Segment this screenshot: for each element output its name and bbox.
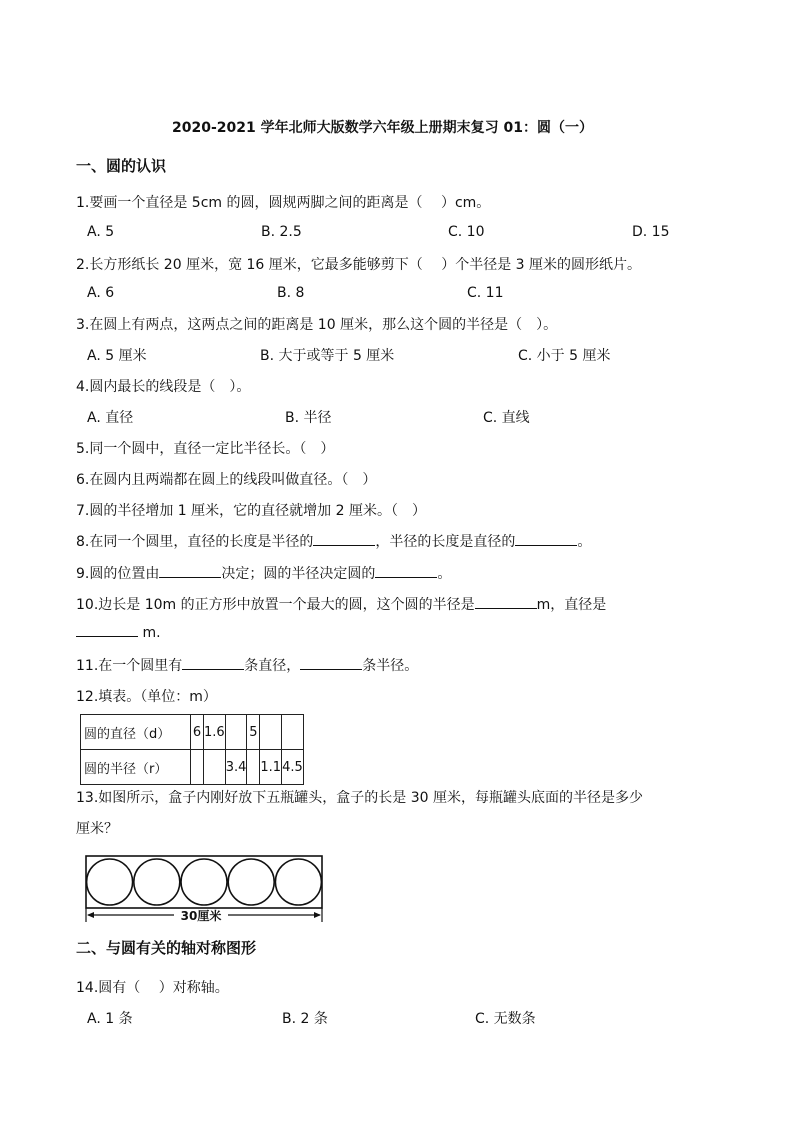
q4-option-c: C. 直线 xyxy=(483,410,530,426)
q10-text-2: m，直径是 xyxy=(536,597,607,613)
q3-option-b: B. 大于或等于 5 厘米 xyxy=(260,348,395,364)
question-5: 5.同一个圆中，直径一定比半径长。（ ） xyxy=(76,441,335,457)
question-6: 6.在圆内且两端都在圆上的线段叫做直径。（ ） xyxy=(76,472,377,488)
q9-text-3: 。 xyxy=(437,566,452,582)
q3-option-a: A. 5 厘米 xyxy=(87,348,147,364)
q10-blank-2 xyxy=(76,624,138,637)
q10-blank-1 xyxy=(475,596,537,609)
question-14: 14.圆有（ ）对称轴。 xyxy=(76,980,229,996)
question-12: 12.填表。（单位：m） xyxy=(76,689,217,705)
table-cell xyxy=(247,750,260,785)
table-row-header: 圆的半径（r） xyxy=(81,750,191,785)
table-cell: 6 xyxy=(191,715,204,750)
q4-option-a: A. 直径 xyxy=(87,410,134,426)
q14-option-c: C. 无数条 xyxy=(475,1011,536,1027)
question-3: 3.在圆上有两点，这两点之间的距离是 10 厘米，那么这个圆的半径是（ ）。 xyxy=(76,317,558,333)
figure-length-label: 30厘米 xyxy=(180,909,222,923)
q8-text-1: 8.在同一个圆里，直径的长度是半径的 xyxy=(76,534,314,550)
can-circle xyxy=(181,859,227,905)
can-circle xyxy=(275,859,321,905)
q11-blank-1 xyxy=(182,657,244,670)
question-8 xyxy=(76,531,591,551)
table-cell xyxy=(260,715,282,750)
table-cell xyxy=(225,715,247,750)
q9-text-2: 决定；圆的半径决定圆的 xyxy=(221,566,376,582)
radius-diameter-table xyxy=(80,714,304,785)
cans-in-box-figure xyxy=(82,852,328,924)
question-4: 4.圆内最长的线段是（ ）。 xyxy=(76,379,251,395)
q1-option-d: D. 15 xyxy=(632,224,670,240)
table-cell: 1.1 xyxy=(260,750,282,785)
question-7: 7.圆的半径增加 1 厘米，它的直径就增加 2 厘米。（ ） xyxy=(76,503,426,519)
can-circle xyxy=(134,859,180,905)
q11-text-2: 条直径， xyxy=(244,658,301,674)
arrow-left-icon xyxy=(87,912,94,918)
q9-text-1: 9.圆的位置由 xyxy=(76,566,160,582)
q9-blank-2 xyxy=(375,565,437,578)
q10-text-3: m. xyxy=(138,625,161,641)
question-9 xyxy=(76,563,451,583)
can-circle xyxy=(87,859,133,905)
table-cell: 1.6 xyxy=(204,715,226,750)
table-cell: 3.4 xyxy=(225,750,247,785)
q10-text-1: 10.边长是 10m 的正方形中放置一个最大的圆，这个圆的半径是 xyxy=(76,597,475,613)
table-row-diameter xyxy=(81,715,304,750)
q11-text-3: 条半径。 xyxy=(362,658,419,674)
q14-option-b: B. 2 条 xyxy=(282,1011,328,1027)
q11-blank-2 xyxy=(300,657,362,670)
arrow-right-icon xyxy=(314,912,321,918)
q2-option-c: C. 11 xyxy=(467,285,504,301)
q1-option-a: A. 5 xyxy=(87,224,115,240)
q1-option-c: C. 10 xyxy=(448,224,485,240)
question-11 xyxy=(76,655,418,675)
q8-text-2: ，半径的长度是直径的 xyxy=(375,534,516,550)
question-10-line-2 xyxy=(76,624,161,641)
section-heading-2: 二、与圆有关的轴对称图形 xyxy=(76,939,257,957)
table-cell: 4.5 xyxy=(282,750,304,785)
q2-option-b: B. 8 xyxy=(277,285,305,301)
can-circle xyxy=(228,859,274,905)
q2-option-a: A. 6 xyxy=(87,285,115,301)
question-1: 1.要画一个直径是 5cm 的圆，圆规两脚之间的距离是（ ）cm。 xyxy=(76,195,491,211)
q8-blank-1 xyxy=(313,533,375,546)
table-row-header: 圆的直径（d） xyxy=(81,715,191,750)
page-title: 2020-2021 学年北师大版数学六年级上册期末复习 01：圆（一） xyxy=(172,120,593,136)
q3-option-c: C. 小于 5 厘米 xyxy=(518,348,611,364)
q11-text-1: 11.在一个圆里有 xyxy=(76,658,183,674)
q8-text-3: 。 xyxy=(577,534,592,550)
table-cell xyxy=(191,750,204,785)
question-13-line-2: 厘米？ xyxy=(76,821,118,837)
box-outline xyxy=(86,856,322,908)
q14-option-a: A. 1 条 xyxy=(87,1011,133,1027)
q8-blank-2 xyxy=(515,533,577,546)
question-13-line-1: 13.如图所示，盒子内刚好放下五瓶罐头，盒子的长是 30 厘米，每瓶罐头底面的半径是多少 xyxy=(76,790,643,806)
question-10-line-1 xyxy=(76,594,606,614)
table-cell xyxy=(282,715,304,750)
table-cell: 5 xyxy=(247,715,260,750)
question-2: 2.长方形纸长 20 厘米，宽 16 厘米，它最多能够剪下（ ）个半径是 3 厘米的圆形纸片。 xyxy=(76,257,642,273)
section-heading-1: 一、圆的认识 xyxy=(76,157,167,175)
q4-option-b: B. 半径 xyxy=(285,410,332,426)
table-cell xyxy=(204,750,226,785)
table-row-radius xyxy=(81,750,304,785)
q1-option-b: B. 2.5 xyxy=(261,224,302,240)
q9-blank-1 xyxy=(159,565,221,578)
